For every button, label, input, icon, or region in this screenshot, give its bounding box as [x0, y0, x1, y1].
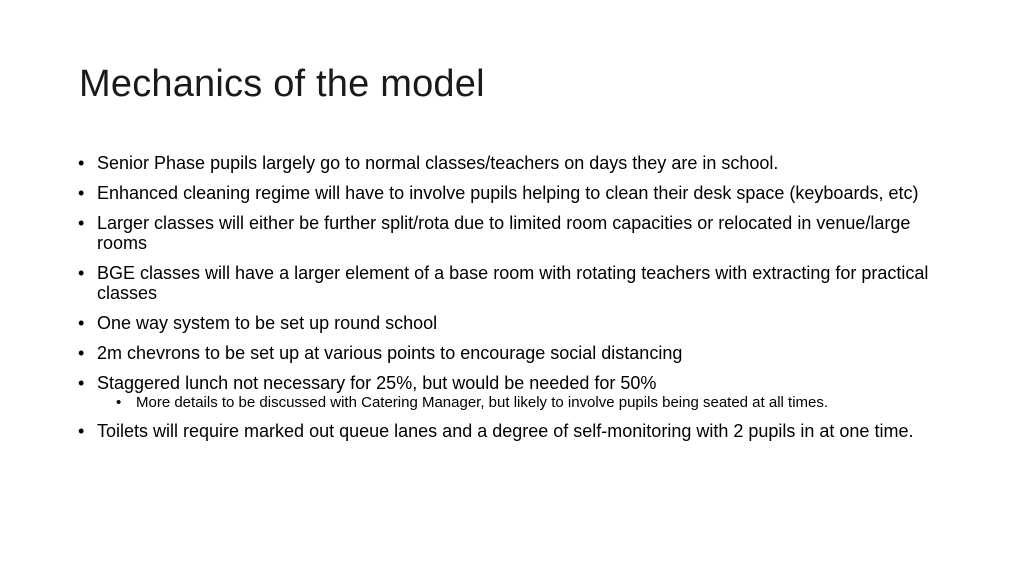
bullet-item: • Enhanced cleaning regime will have to involve pupils helping to clean their desk space (keyboards, etc) — [78, 183, 958, 203]
sub-bullet-item: • More details to be discussed with Catering Manager, but likely to involve pupils being seated at all times. — [116, 395, 958, 411]
bullet-item-with-sublist — [78, 373, 958, 411]
bullet-item: • Toilets will require marked out queue lanes and a degree of self-monitoring with 2 pupils in at one time. — [78, 421, 958, 441]
sub-bullet-list — [97, 395, 958, 411]
bullet-item: • BGE classes will have a larger element of a base room with rotating teachers with extracting for practical classes — [78, 263, 958, 303]
bullet-list — [78, 153, 958, 451]
bullet-item: • Senior Phase pupils largely go to normal classes/teachers on days they are in school. — [78, 153, 958, 173]
bullet-text: Staggered lunch not necessary for 25%, but would be needed for 50% — [97, 373, 657, 393]
bullet-item: • One way system to be set up round school — [78, 313, 958, 333]
slide-title: Mechanics of the model — [79, 63, 485, 105]
bullet-item: • Larger classes will either be further split/rota due to limited room capacities or relocated in venue/large rooms — [78, 213, 958, 253]
bullet-item: • 2m chevrons to be set up at various points to encourage social distancing — [78, 343, 958, 363]
